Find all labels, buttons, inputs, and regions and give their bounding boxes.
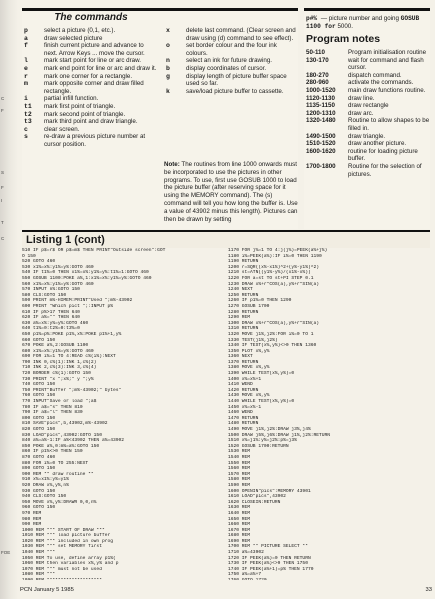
command-description: partial infill function. [44, 95, 99, 103]
code-line: 920 DRAW x%,y%,n% [22, 482, 69, 488]
code-line: 520 GOTO 460 [22, 259, 56, 265]
command-description: mark first point of triangle. [44, 102, 116, 110]
code-line: 1720 IF PEEK(a%)=0 THEN RETURN [228, 555, 311, 561]
program-notes-panel [304, 8, 430, 229]
program-note-row [306, 117, 430, 132]
code-line: 1500 DRAW j5%,j6%:DRAW j1%,j2%:RETURN [228, 432, 330, 438]
command-description: set border colour and the four ink colours. [186, 42, 277, 57]
command-description: re-draw a previous picture number at cursor position. [44, 133, 146, 148]
line-range: 1320-1480 [306, 117, 336, 125]
code-line: 1170 FOR j%=1 TO 4:j(j%)=PEEK(a%+j%) [228, 248, 328, 253]
code-line: 1460 WEND [228, 410, 253, 416]
code-line: 1360 NEXT [228, 354, 253, 360]
code-line: 560 x1%=x%:y1%=y%:GOTO 460 [22, 281, 94, 287]
command-row [22, 126, 158, 134]
code-line: 1330 TEST(j1%,j2%) [228, 337, 278, 343]
commands-left-column [22, 27, 158, 149]
commands-panel [22, 8, 298, 229]
code-line: 1670 REM [228, 527, 251, 533]
program-note-row [306, 95, 430, 103]
line-description: dispatch command. [348, 71, 402, 79]
code-line: 1470 RETURN [228, 415, 259, 421]
line-range: 1000-1520 [306, 86, 336, 94]
code-line: 1690 REM [228, 538, 251, 544]
code-line: 960 GOTO 150 [22, 505, 56, 511]
code-line: 1060 REM then variables x%,y% and p [22, 561, 119, 567]
code-column-left [22, 248, 222, 580]
line-description: draw rectangle [348, 102, 389, 110]
code-line [22, 578, 222, 580]
code-line: 1320 MOVE j1%,j2%:FOR i%=0 TO 1 [228, 331, 314, 337]
command-description: select a picture (0,1, etc.). [44, 27, 116, 34]
program-note-row [306, 133, 430, 141]
intro-last: 5000. [337, 22, 353, 30]
code-line: 1710 a%=43902 [228, 550, 264, 556]
code-line: 1630 REM [228, 505, 251, 511]
code-line: 1080 REM *** [22, 572, 56, 578]
code-line: 820 GOTO 150 [22, 427, 56, 432]
code-line: 1600 OPENIN"pics":MEMORY 43901 [228, 488, 311, 494]
command-description: mark one corner for a rectangle. [44, 72, 133, 80]
code-line: 1730 IF PEEK(a%)<>9 THEN 1750 [228, 561, 308, 567]
program-note-row [306, 102, 430, 110]
command-row [164, 88, 298, 96]
line-description: draw arc. [348, 109, 374, 117]
intro-rest: — picture number and going [320, 15, 399, 22]
code-line: 640 t1%=0:t2%=0:t3%=0 [22, 326, 80, 332]
program-note-row [306, 140, 430, 148]
line-description: Routine to allow shapes to be filled in. [348, 117, 430, 132]
code-line: 1190 RETURN [228, 259, 259, 265]
line-description: draw another picture. [348, 140, 407, 148]
code-line: 1650 REM [228, 516, 251, 522]
code-line: 1000 REM *** START OF DRAW *** [22, 527, 105, 533]
page-footer [20, 585, 432, 595]
code-column-right [228, 248, 428, 580]
intro-mono: GOSUB 1100 for [306, 15, 420, 30]
code-line: 1740 IF PEEK(a%+1)=p% THEN 1770 [228, 566, 314, 572]
code-line: 670 POKE a%,2:GOSUB 1100 [22, 343, 89, 349]
code-line: 1390 WHILE TEST(x%,y%)=0 [228, 371, 295, 377]
command-key: i [24, 95, 28, 103]
command-description: finish current picture and advance to next. Arrow Keys ... move the cursor. [44, 42, 145, 57]
note-text: The routines from line 1000 onwards must be incorporated to use the pictures in other programs. To use, first use GOSUB 1000 to load the picture buffer (after reserving space for it using the MEMORY command). The (s) command will tell you how long the buffer is. Use a value of 43902 minus this length). Pictures can then be drawn by setting [164, 161, 298, 223]
command-key: f [24, 42, 28, 50]
command-row [22, 80, 158, 95]
line-description: main draw functions routine. [348, 86, 426, 94]
code-line: 1180 i%=PEEK(a%):IF i%=0 THEN 1190 [228, 253, 322, 259]
command-row [164, 65, 298, 73]
line-description: draw line. [348, 94, 375, 102]
command-description: display coordinates of cursor. [186, 64, 267, 72]
line-range: 1490-1500 [306, 132, 336, 140]
code-line: 680 x1%=x%:y1%=y%:GOTO 460 [22, 348, 94, 354]
code-line: 1620 CLOSEIN:RETURN [228, 499, 281, 505]
code-line: 830 LOAD"pics",43902:GOTO 150 [22, 432, 102, 438]
line-range: 280-960 [306, 79, 329, 87]
code-line: 900 REM ** draw routine ** [22, 471, 94, 477]
command-description: draw selected picture [44, 34, 103, 42]
code-line: 1010 REM *** load picture buffer [22, 533, 111, 539]
code-line: 580 CLS:GOTO 150 [22, 292, 67, 298]
line-description: Routine for the selection of pictures. [348, 162, 422, 178]
edge-label: I [1, 198, 3, 203]
command-key: x [166, 27, 170, 34]
code-line: 1210 st=ATN((y1%-y%)/(x1%-x%)) [228, 270, 311, 276]
command-key: r [24, 72, 28, 80]
program-note-row [306, 163, 430, 178]
code-line: 1430 MOVE x%,y% [228, 393, 270, 399]
code-line: 690 FOR i%=1 TO 4:READ c%(i%):NEXT [22, 354, 116, 360]
program-note-row [306, 57, 430, 72]
program-note-row [306, 72, 430, 80]
code-line: 870 GOTO 460 [22, 454, 56, 460]
program-note-row [306, 148, 430, 163]
intro-prefix: p#% [306, 15, 321, 22]
code-line: 790 IF a$="l" THEN 830 [22, 410, 83, 416]
line-range: 1200-1310 [306, 109, 336, 117]
code-line: 970 REM [22, 510, 42, 516]
code-line: 1550 REM [228, 460, 251, 466]
code-line: 1410 WEND [228, 382, 253, 388]
line-description: draw triangle. [348, 132, 386, 140]
code-line: 750 PRINT"Buffer ";m%-43902;" bytes" [22, 387, 122, 393]
code-line: 1300 DRAW x%+r*COS(a),y%+r*SIN(a) [228, 320, 319, 326]
command-description: save/load picture buffer to cassette. [186, 87, 284, 95]
code-line: 610 IF p%>17 THEN 640 [22, 309, 80, 315]
footer-publication: PCN January 5 1985 [20, 587, 74, 593]
command-description: mark third point and draw triangle. [44, 118, 138, 126]
code-line: 780 IF a$="s" THEN 810 [22, 404, 83, 410]
code-line: 1530 REM [228, 449, 251, 455]
program-notes-title: Program notes [306, 33, 381, 45]
code-line: 1380 MOVE x%,y% [228, 365, 270, 371]
code-line: 770 INPUT"Save or load ";a$ [22, 399, 97, 405]
edge-label: S [1, 170, 5, 175]
command-row [164, 57, 298, 65]
command-row [22, 133, 158, 148]
line-range: 1510-1520 [306, 140, 336, 148]
code-line: 510 IF p$=r$ OR p$=m$ THEN PRINT"Outside screen":GOT [22, 248, 166, 253]
line-range: 1135-1150 [306, 102, 335, 110]
note-paragraph [164, 161, 298, 223]
line-description: Program initialisation routine [348, 49, 427, 56]
command-description: mark start point for line or arc draw. [44, 57, 141, 65]
code-line: 700 INK 0,c%(1):INK 1,c%(2) [22, 359, 97, 365]
command-row [22, 73, 158, 81]
command-row [22, 57, 158, 65]
code-line: 550 GOSUB 1100:POKE a%,1:x1%=x%:y1%=y%:GOTO 460 [22, 275, 152, 281]
code-line: 1280 RETURN [228, 309, 259, 315]
code-line: 1540 REM [228, 454, 251, 460]
command-description: select an ink for future drawing. [186, 57, 272, 65]
code-line: 710 INK 2,c%(3):INK 3,c%(4) [22, 365, 97, 371]
code-line: 600 PRINT "Which pict ";:INPUT p% [22, 303, 113, 309]
code-line: 1240 NEXT [228, 287, 253, 293]
command-row [22, 65, 158, 73]
code-line: 800 GOTO 150 [22, 415, 56, 421]
code-line: 1520 GOSUB 1700:RETURN [228, 443, 289, 449]
command-key: t1 [24, 102, 32, 110]
code-line: 1030 REM *** set MEMORY first [22, 544, 102, 550]
code-line: O 150 [22, 253, 36, 259]
command-key: t3 [24, 118, 32, 126]
code-line: 930 GOTO 150 [22, 488, 56, 494]
code-line: 1560 REM [228, 466, 251, 472]
code-line: 1290 REM [228, 315, 251, 321]
code-line: 1220 FOR a=st TO st+PI STEP 0.1 [228, 275, 314, 281]
code-line: 1020 REM *** included in own prog [22, 538, 113, 544]
code-line: 1270 GOSUB 1700 [228, 303, 270, 309]
commands-title: The commands [22, 11, 160, 25]
code-line: 570 INPUT n%:GOTO 150 [22, 287, 80, 293]
code-line: 950 MOVE x%,y%:DRAWR 0,0,n% [22, 499, 97, 505]
command-row [22, 35, 158, 43]
code-line: 810 SAVE"pics",b,43902,m%-43902 [22, 421, 108, 427]
code-line: 630 a%=x%:y%=y%:GOTO 460 [22, 320, 89, 326]
commands-right-column [164, 27, 298, 95]
code-line: 620 IF a%="" THEN 640 [22, 315, 80, 321]
code-line: 1370 RETURN [228, 359, 259, 365]
command-key: g [166, 72, 170, 80]
code-line: 1510 x%=j1%:y%=j2%:p%=j3% [228, 438, 297, 444]
command-row [22, 118, 158, 126]
code-line: 980 REM [22, 516, 42, 522]
line-description: routine for loading picture buffer. [348, 147, 418, 163]
command-key: e [24, 64, 28, 72]
code-line: 650 p1%=p%:POKE p1%,x%:POKE p1%+1,y% [22, 331, 122, 337]
code-line: 760 GOTO 150 [22, 393, 56, 399]
code-line: 530 x1%=x%:y1%=y%:GOTO 460 [22, 264, 94, 270]
program-notes-list [306, 49, 430, 178]
command-row [22, 42, 158, 57]
edge-label: F [1, 185, 4, 190]
program-note-row [306, 110, 430, 118]
edge-label: C [1, 96, 5, 101]
code-line: 1050 REM To use, define array p1%( [22, 555, 116, 561]
command-description: mark opposite corner and draw filled rectangle. [44, 80, 144, 95]
code-line: 940 CLS:GOTO 150 [22, 494, 67, 500]
command-row [164, 73, 298, 88]
code-line: 1590 REM [228, 482, 251, 488]
code-line: 1420 RETURN [228, 387, 259, 393]
code-line: 1440 WHILE TEST(x%,y%)=0 [228, 399, 295, 405]
edge-label: F [1, 108, 4, 113]
code-line: 660 GOTO 150 [22, 337, 56, 343]
code-listing [22, 248, 430, 580]
line-description: wait for command and flash cursor. [348, 56, 424, 72]
command-description: delete last command. (Clear screen and draw using (d) command to see effect). [186, 27, 296, 42]
code-line: 1750 a%=a%+7 [228, 572, 262, 578]
code-line: 1400 x%=x%+1 [228, 376, 262, 382]
listing-header [22, 230, 430, 248]
code-line: 1200 r=SQR((x%-x1%)^2+(y%-y1%)^2) [228, 264, 319, 270]
code-line: 1040 REM *** [22, 550, 56, 556]
command-row [22, 111, 158, 119]
top-section [22, 8, 430, 226]
program-note-row [306, 79, 430, 87]
command-key: s [24, 133, 28, 141]
code-line: 1070 REM *** must not be used [22, 566, 102, 572]
edge-label: C [1, 236, 5, 241]
code-line: 1570 REM [228, 471, 251, 477]
code-line: 1260 IF p1%=0 THEN 1290 [228, 298, 292, 304]
code-line: 1310 RETURN [228, 326, 259, 332]
command-row [164, 42, 298, 57]
line-range: 1600-1620 [306, 147, 336, 155]
command-key: t2 [24, 110, 32, 118]
code-line: 880 FOR i%=0 TO 255:NEXT [22, 460, 89, 466]
code-line: 840 a%=a%-1:IF a%<43902 THEN a%=43902 [22, 438, 124, 444]
code-line: 1490 MOVE j1%,j2%:DRAW j3%,j4% [228, 427, 311, 432]
line-range: 130-170 [306, 56, 329, 64]
command-description: display length of picture buffer space used so far. [186, 72, 287, 88]
listing-title: Listing 1 (cont) [26, 234, 105, 246]
code-line: 720 BORDER c%(1):GOTO 150 [22, 371, 91, 377]
edge-label: FOE [1, 550, 11, 555]
code-line: 1340 IF TEST(x%,y%)<>0 THEN 1360 [228, 343, 317, 349]
command-key: n [166, 57, 170, 65]
adjacent-page-edge [0, 0, 18, 599]
code-line: 1230 DRAW x%+r*COS(a),y%+r*SIN(a) [228, 281, 319, 287]
code-line: 1610 LOAD"pics",43902 [228, 494, 286, 500]
program-note-row [306, 87, 430, 95]
line-range: 1700-1800 [306, 162, 336, 170]
command-row [22, 103, 158, 111]
routine-intro [306, 15, 430, 30]
command-key: b [166, 64, 170, 72]
command-key: o [166, 42, 170, 50]
code-line: 850 POKE a%,0:m%=a%:GOTO 150 [22, 443, 100, 449]
command-key: a [24, 34, 28, 42]
command-description: mark end point for line or arc and draw it. [44, 64, 157, 72]
code-line: 1700 REM ** PICTURE SELECT ** [228, 544, 308, 550]
command-row [164, 27, 298, 42]
code-line: 730 PRINT "x ";x%;" y ";y% [22, 376, 94, 382]
command-key: l [24, 57, 28, 65]
line-range: 180-270 [306, 71, 329, 79]
code-line: 1680 REM [228, 533, 251, 539]
edge-label: T [1, 220, 4, 225]
code-line: 1350 PLOT x%,y% [228, 348, 270, 354]
code-line: 1660 REM [228, 522, 251, 528]
code-line: 1480 RETURN [228, 421, 259, 427]
line-range: 50-110 [306, 49, 325, 56]
page-number: 33 [425, 587, 432, 593]
code-line: 1450 x%=x%-1 [228, 404, 262, 410]
command-key: k [166, 87, 170, 95]
code-line: 990 REM [22, 522, 42, 528]
code-line: 910 x%=x1%:y%=y1% [22, 477, 69, 483]
command-key: p [24, 27, 28, 34]
code-line [228, 578, 428, 580]
code-line: 860 IF p1%<>0 THEN 150 [22, 449, 83, 455]
code-line: 590 PRINT m%-HIMEM:PRINT"Used ";m%-43902 [22, 298, 133, 304]
code-line: 1250 RETURN [228, 292, 259, 298]
command-description: mark second point of triangle. [44, 110, 126, 118]
command-description: clear screen. [44, 125, 80, 133]
command-row [22, 27, 158, 35]
code-line: 890 GOTO 150 [22, 466, 56, 472]
code-line: 540 IF t1%=0 THEN x1%=x%:y1%=y%:t1%=1:GOTO 460 [22, 270, 149, 276]
code-line: 1580 REM [228, 477, 251, 483]
note-label: Note: [164, 161, 180, 168]
line-description: activate the commands. [348, 79, 414, 87]
code-line: 1640 REM [228, 510, 251, 516]
code-line: 740 GOTO 150 [22, 382, 56, 388]
command-row [22, 95, 158, 103]
command-key: c [24, 125, 28, 133]
command-key: m [24, 80, 28, 88]
line-range: 1120-1130 [306, 94, 335, 102]
program-note-row [306, 49, 430, 57]
